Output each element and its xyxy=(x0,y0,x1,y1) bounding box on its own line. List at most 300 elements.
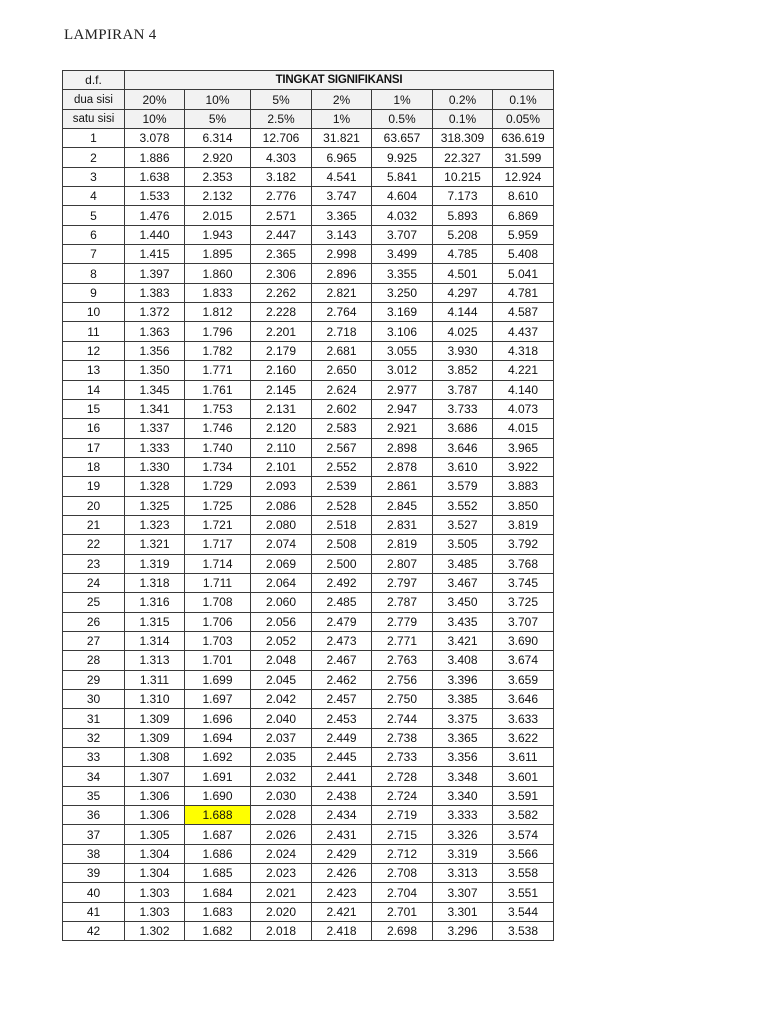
critical-value-cell: 3.143 xyxy=(312,225,372,244)
critical-value-cell: 4.501 xyxy=(433,264,493,283)
critical-value-cell: 2.845 xyxy=(372,496,433,515)
table-row xyxy=(63,438,554,457)
header-row-two-tail xyxy=(63,90,554,109)
critical-value-cell: 4.587 xyxy=(493,303,554,322)
critical-value-cell: 3.747 xyxy=(312,187,372,206)
one-tail-level: 0.1% xyxy=(433,109,493,128)
critical-value-cell: 4.025 xyxy=(433,322,493,341)
critical-value-cell: 3.169 xyxy=(372,303,433,322)
critical-value-cell: 1.796 xyxy=(185,322,251,341)
critical-value-cell: 2.426 xyxy=(312,864,372,883)
critical-value-cell: 3.745 xyxy=(493,573,554,592)
df-cell: 24 xyxy=(63,573,125,592)
critical-value-cell: 1.833 xyxy=(185,283,251,302)
one-tail-level: 0.05% xyxy=(493,109,554,128)
critical-value-cell: 1.304 xyxy=(125,844,185,863)
table-row xyxy=(63,361,554,380)
critical-value-cell: 2.719 xyxy=(372,806,433,825)
critical-value-cell: 12.924 xyxy=(493,167,554,186)
critical-value-cell: 1.734 xyxy=(185,457,251,476)
critical-value-cell: 2.060 xyxy=(251,593,312,612)
critical-value-cell: 1.310 xyxy=(125,690,185,709)
critical-value-cell: 2.445 xyxy=(312,748,372,767)
one-tail-level: 0.5% xyxy=(372,109,433,128)
critical-value-cell: 2.724 xyxy=(372,786,433,805)
critical-value-cell: 2.763 xyxy=(372,651,433,670)
critical-value-cell: 2.718 xyxy=(312,322,372,341)
critical-value-cell: 7.173 xyxy=(433,187,493,206)
critical-value-cell: 2.712 xyxy=(372,844,433,863)
critical-value-cell: 2.704 xyxy=(372,883,433,902)
df-cell: 39 xyxy=(63,864,125,883)
table-row xyxy=(63,612,554,631)
critical-value-cell: 1.303 xyxy=(125,902,185,921)
critical-value-cell: 2.101 xyxy=(251,457,312,476)
critical-value-cell: 2.453 xyxy=(312,709,372,728)
critical-value-cell: 2.365 xyxy=(251,245,312,264)
table-row xyxy=(63,322,554,341)
critical-value-cell: 12.706 xyxy=(251,129,312,148)
critical-value-cell: 2.421 xyxy=(312,902,372,921)
critical-value-cell: 1.690 xyxy=(185,786,251,805)
critical-value-cell: 1.476 xyxy=(125,206,185,225)
critical-value-cell: 3.078 xyxy=(125,129,185,148)
critical-value-cell: 2.771 xyxy=(372,631,433,650)
table-row xyxy=(63,167,554,186)
critical-value-cell: 2.728 xyxy=(372,767,433,786)
df-cell: 29 xyxy=(63,670,125,689)
significance-header: TINGKAT SIGNIFIKANSI xyxy=(125,71,554,90)
critical-value-cell: 3.356 xyxy=(433,748,493,767)
critical-value-cell: 1.397 xyxy=(125,264,185,283)
critical-value-cell: 3.012 xyxy=(372,361,433,380)
df-cell: 10 xyxy=(63,303,125,322)
critical-value-cell: 3.505 xyxy=(433,535,493,554)
critical-value-cell: 3.499 xyxy=(372,245,433,264)
critical-value-cell: 1.684 xyxy=(185,883,251,902)
table-row xyxy=(63,593,554,612)
critical-value-cell: 2.492 xyxy=(312,573,372,592)
critical-value-cell: 2.650 xyxy=(312,361,372,380)
critical-value-cell: 2.921 xyxy=(372,419,433,438)
critical-value-cell: 2.571 xyxy=(251,206,312,225)
critical-value-cell: 2.028 xyxy=(251,806,312,825)
critical-value-cell: 3.552 xyxy=(433,496,493,515)
critical-value-cell: 1.753 xyxy=(185,399,251,418)
critical-value-cell: 1.328 xyxy=(125,477,185,496)
critical-value-cell: 1.440 xyxy=(125,225,185,244)
critical-value-cell: 2.508 xyxy=(312,535,372,554)
critical-value-cell: 1.686 xyxy=(185,844,251,863)
critical-value-cell: 636.619 xyxy=(493,129,554,148)
two-tail-level: 1% xyxy=(372,90,433,109)
critical-value-cell: 1.314 xyxy=(125,631,185,650)
table-row xyxy=(63,264,554,283)
critical-value-cell: 3.435 xyxy=(433,612,493,631)
critical-value-cell: 3.538 xyxy=(493,922,554,941)
table-row xyxy=(63,457,554,476)
critical-value-cell: 3.307 xyxy=(433,883,493,902)
table-row xyxy=(63,864,554,883)
critical-value-cell: 2.733 xyxy=(372,748,433,767)
critical-value-cell: 2.032 xyxy=(251,767,312,786)
critical-value-cell: 2.449 xyxy=(312,728,372,747)
critical-value-cell: 2.030 xyxy=(251,786,312,805)
critical-value-cell: 3.566 xyxy=(493,844,554,863)
df-header: d.f. xyxy=(63,71,125,90)
critical-value-cell: 2.977 xyxy=(372,380,433,399)
critical-value-cell: 2.485 xyxy=(312,593,372,612)
critical-value-cell: 2.080 xyxy=(251,515,312,534)
critical-value-cell: 1.311 xyxy=(125,670,185,689)
df-cell: 42 xyxy=(63,922,125,941)
critical-value-cell: 1.306 xyxy=(125,806,185,825)
critical-value-cell: 3.646 xyxy=(433,438,493,457)
critical-value-cell: 1.316 xyxy=(125,593,185,612)
critical-value-cell: 1.708 xyxy=(185,593,251,612)
two-tail-level: 0.1% xyxy=(493,90,554,109)
df-cell: 41 xyxy=(63,902,125,921)
critical-value-cell: 3.850 xyxy=(493,496,554,515)
two-tail-level: 10% xyxy=(185,90,251,109)
critical-value-cell: 2.418 xyxy=(312,922,372,941)
critical-value-cell: 3.574 xyxy=(493,825,554,844)
critical-value-cell: 2.552 xyxy=(312,457,372,476)
critical-value-cell: 4.297 xyxy=(433,283,493,302)
table-row xyxy=(63,129,554,148)
critical-value-cell: 1.638 xyxy=(125,167,185,186)
critical-value-cell: 1.725 xyxy=(185,496,251,515)
critical-value-cell: 1.687 xyxy=(185,825,251,844)
critical-value-cell: 2.861 xyxy=(372,477,433,496)
table-row xyxy=(63,786,554,805)
one-tail-level: 2.5% xyxy=(251,109,312,128)
df-cell: 5 xyxy=(63,206,125,225)
critical-value-cell: 1.771 xyxy=(185,361,251,380)
two-tail-level: 0.2% xyxy=(433,90,493,109)
critical-value-cell: 3.551 xyxy=(493,883,554,902)
critical-value-cell: 5.208 xyxy=(433,225,493,244)
critical-value-cell: 5.041 xyxy=(493,264,554,283)
table-row xyxy=(63,206,554,225)
critical-value-cell: 5.893 xyxy=(433,206,493,225)
table-row xyxy=(63,225,554,244)
critical-value-cell: 1.363 xyxy=(125,322,185,341)
critical-value-cell: 2.431 xyxy=(312,825,372,844)
critical-value-cell: 2.947 xyxy=(372,399,433,418)
critical-value-cell: 2.120 xyxy=(251,419,312,438)
critical-value-cell: 1.711 xyxy=(185,573,251,592)
critical-value-cell: 3.646 xyxy=(493,690,554,709)
critical-value-cell: 1.706 xyxy=(185,612,251,631)
critical-value-cell: 1.685 xyxy=(185,864,251,883)
critical-value-cell: 2.052 xyxy=(251,631,312,650)
critical-value-cell: 1.697 xyxy=(185,690,251,709)
table-row xyxy=(63,883,554,902)
critical-value-cell: 3.582 xyxy=(493,806,554,825)
critical-value-cell: 2.896 xyxy=(312,264,372,283)
critical-value-cell: 2.807 xyxy=(372,554,433,573)
table-row xyxy=(63,651,554,670)
table-row xyxy=(63,806,554,825)
critical-value-cell: 3.421 xyxy=(433,631,493,650)
critical-value-cell: 1.341 xyxy=(125,399,185,418)
table-row xyxy=(63,902,554,921)
one-tail-label: satu sisi xyxy=(63,109,125,128)
critical-value-cell: 3.348 xyxy=(433,767,493,786)
critical-value-cell: 2.698 xyxy=(372,922,433,941)
df-cell: 20 xyxy=(63,496,125,515)
critical-value-cell: 3.611 xyxy=(493,748,554,767)
df-cell: 40 xyxy=(63,883,125,902)
critical-value-cell: 3.852 xyxy=(433,361,493,380)
table-row xyxy=(63,477,554,496)
critical-value-cell: 3.396 xyxy=(433,670,493,689)
critical-value-cell: 2.023 xyxy=(251,864,312,883)
critical-value-cell: 2.131 xyxy=(251,399,312,418)
critical-value-cell: 22.327 xyxy=(433,148,493,167)
critical-value-cell: 1.699 xyxy=(185,670,251,689)
critical-value-cell: 2.086 xyxy=(251,496,312,515)
critical-value-cell: 4.073 xyxy=(493,399,554,418)
df-cell: 11 xyxy=(63,322,125,341)
critical-value-cell: 2.045 xyxy=(251,670,312,689)
critical-value-cell: 3.601 xyxy=(493,767,554,786)
critical-value-cell: 2.602 xyxy=(312,399,372,418)
df-cell: 28 xyxy=(63,651,125,670)
df-cell: 4 xyxy=(63,187,125,206)
critical-value-cell: 31.821 xyxy=(312,129,372,148)
df-cell: 1 xyxy=(63,129,125,148)
critical-value-cell: 1.701 xyxy=(185,651,251,670)
critical-value-cell: 1.694 xyxy=(185,728,251,747)
critical-value-cell: 3.301 xyxy=(433,902,493,921)
critical-value-cell: 63.657 xyxy=(372,129,433,148)
critical-value-cell: 1.330 xyxy=(125,457,185,476)
table-row xyxy=(63,399,554,418)
critical-value-cell: 318.309 xyxy=(433,129,493,148)
critical-value-cell: 1.683 xyxy=(185,902,251,921)
critical-value-cell: 1.746 xyxy=(185,419,251,438)
critical-value-cell: 1.782 xyxy=(185,341,251,360)
critical-value-cell: 2.701 xyxy=(372,902,433,921)
critical-value-cell: 1.306 xyxy=(125,786,185,805)
df-cell: 25 xyxy=(63,593,125,612)
critical-value-cell: 2.037 xyxy=(251,728,312,747)
critical-value-cell: 2.624 xyxy=(312,380,372,399)
table-row xyxy=(63,767,554,786)
critical-value-cell: 2.093 xyxy=(251,477,312,496)
df-cell: 13 xyxy=(63,361,125,380)
critical-value-cell: 6.314 xyxy=(185,129,251,148)
critical-value-cell: 2.998 xyxy=(312,245,372,264)
critical-value-cell: 2.750 xyxy=(372,690,433,709)
df-cell: 7 xyxy=(63,245,125,264)
df-cell: 17 xyxy=(63,438,125,457)
critical-value-cell: 3.408 xyxy=(433,651,493,670)
critical-value-cell: 3.485 xyxy=(433,554,493,573)
critical-value-cell: 2.306 xyxy=(251,264,312,283)
table-row xyxy=(63,825,554,844)
critical-value-cell: 3.326 xyxy=(433,825,493,844)
critical-value-cell: 2.776 xyxy=(251,187,312,206)
df-cell: 37 xyxy=(63,825,125,844)
two-tail-label: dua sisi xyxy=(63,90,125,109)
critical-value-cell: 3.965 xyxy=(493,438,554,457)
critical-value-cell: 2.473 xyxy=(312,631,372,650)
table-row xyxy=(63,515,554,534)
critical-value-cell: 4.221 xyxy=(493,361,554,380)
critical-value-cell: 2.021 xyxy=(251,883,312,902)
critical-value-cell: 4.781 xyxy=(493,283,554,302)
page-title: LAMPIRAN 4 xyxy=(64,27,157,43)
critical-value-cell: 1.337 xyxy=(125,419,185,438)
critical-value-cell: 1.740 xyxy=(185,438,251,457)
critical-value-cell: 10.215 xyxy=(433,167,493,186)
critical-value-cell: 3.733 xyxy=(433,399,493,418)
critical-value-cell: 1.350 xyxy=(125,361,185,380)
df-cell: 27 xyxy=(63,631,125,650)
table-row xyxy=(63,380,554,399)
critical-value-cell: 3.296 xyxy=(433,922,493,941)
df-cell: 14 xyxy=(63,380,125,399)
critical-value-cell: 4.144 xyxy=(433,303,493,322)
table-row xyxy=(63,496,554,515)
critical-value-cell: 2.819 xyxy=(372,535,433,554)
critical-value-cell: 9.925 xyxy=(372,148,433,167)
critical-value-cell: 1.305 xyxy=(125,825,185,844)
table-row xyxy=(63,303,554,322)
critical-value-cell: 1.895 xyxy=(185,245,251,264)
critical-value-cell: 1.309 xyxy=(125,709,185,728)
critical-value-cell: 2.024 xyxy=(251,844,312,863)
critical-value-cell: 4.785 xyxy=(433,245,493,264)
critical-value-cell: 1.688 xyxy=(185,806,251,825)
one-tail-level: 5% xyxy=(185,109,251,128)
critical-value-cell: 4.140 xyxy=(493,380,554,399)
two-tail-level: 2% xyxy=(312,90,372,109)
critical-value-cell: 2.015 xyxy=(185,206,251,225)
critical-value-cell: 2.434 xyxy=(312,806,372,825)
critical-value-cell: 31.599 xyxy=(493,148,554,167)
critical-value-cell: 2.026 xyxy=(251,825,312,844)
critical-value-cell: 1.761 xyxy=(185,380,251,399)
df-cell: 21 xyxy=(63,515,125,534)
critical-value-cell: 2.064 xyxy=(251,573,312,592)
critical-value-cell: 2.479 xyxy=(312,612,372,631)
one-tail-level: 1% xyxy=(312,109,372,128)
table-row xyxy=(63,341,554,360)
critical-value-cell: 3.527 xyxy=(433,515,493,534)
critical-value-cell: 2.160 xyxy=(251,361,312,380)
critical-value-cell: 3.467 xyxy=(433,573,493,592)
table-body xyxy=(63,129,554,941)
critical-value-cell: 2.898 xyxy=(372,438,433,457)
df-cell: 35 xyxy=(63,786,125,805)
table-row xyxy=(63,748,554,767)
critical-value-cell: 1.415 xyxy=(125,245,185,264)
df-cell: 19 xyxy=(63,477,125,496)
critical-value-cell: 2.779 xyxy=(372,612,433,631)
df-cell: 32 xyxy=(63,728,125,747)
critical-value-cell: 2.429 xyxy=(312,844,372,863)
critical-value-cell: 2.262 xyxy=(251,283,312,302)
table-row xyxy=(63,245,554,264)
critical-value-cell: 1.309 xyxy=(125,728,185,747)
critical-value-cell: 2.787 xyxy=(372,593,433,612)
critical-value-cell: 1.714 xyxy=(185,554,251,573)
critical-value-cell: 1.318 xyxy=(125,573,185,592)
df-cell: 8 xyxy=(63,264,125,283)
critical-value-cell: 5.841 xyxy=(372,167,433,186)
critical-value-cell: 1.303 xyxy=(125,883,185,902)
critical-value-cell: 3.365 xyxy=(312,206,372,225)
critical-value-cell: 2.132 xyxy=(185,187,251,206)
critical-value-cell: 3.591 xyxy=(493,786,554,805)
critical-value-cell: 1.717 xyxy=(185,535,251,554)
critical-value-cell: 3.707 xyxy=(372,225,433,244)
critical-value-cell: 2.042 xyxy=(251,690,312,709)
critical-value-cell: 2.528 xyxy=(312,496,372,515)
df-cell: 31 xyxy=(63,709,125,728)
critical-value-cell: 1.812 xyxy=(185,303,251,322)
critical-value-cell: 2.145 xyxy=(251,380,312,399)
critical-value-cell: 2.201 xyxy=(251,322,312,341)
critical-value-cell: 2.583 xyxy=(312,419,372,438)
critical-value-cell: 3.450 xyxy=(433,593,493,612)
critical-value-cell: 1.372 xyxy=(125,303,185,322)
table-row xyxy=(63,709,554,728)
t-distribution-table xyxy=(62,70,554,941)
critical-value-cell: 1.696 xyxy=(185,709,251,728)
critical-value-cell: 1.333 xyxy=(125,438,185,457)
critical-value-cell: 3.579 xyxy=(433,477,493,496)
critical-value-cell: 1.308 xyxy=(125,748,185,767)
critical-value-cell: 2.018 xyxy=(251,922,312,941)
critical-value-cell: 3.340 xyxy=(433,786,493,805)
df-cell: 26 xyxy=(63,612,125,631)
df-cell: 22 xyxy=(63,535,125,554)
critical-value-cell: 2.020 xyxy=(251,902,312,921)
two-tail-level: 20% xyxy=(125,90,185,109)
df-cell: 12 xyxy=(63,341,125,360)
critical-value-cell: 2.831 xyxy=(372,515,433,534)
df-cell: 38 xyxy=(63,844,125,863)
critical-value-cell: 6.965 xyxy=(312,148,372,167)
critical-value-cell: 1.356 xyxy=(125,341,185,360)
critical-value-cell: 2.353 xyxy=(185,167,251,186)
critical-value-cell: 2.110 xyxy=(251,438,312,457)
critical-value-cell: 3.385 xyxy=(433,690,493,709)
critical-value-cell: 4.437 xyxy=(493,322,554,341)
critical-value-cell: 3.544 xyxy=(493,902,554,921)
critical-value-cell: 3.355 xyxy=(372,264,433,283)
critical-value-cell: 1.321 xyxy=(125,535,185,554)
critical-value-cell: 3.686 xyxy=(433,419,493,438)
df-cell: 30 xyxy=(63,690,125,709)
df-cell: 33 xyxy=(63,748,125,767)
critical-value-cell: 4.303 xyxy=(251,148,312,167)
df-cell: 34 xyxy=(63,767,125,786)
critical-value-cell: 2.069 xyxy=(251,554,312,573)
critical-value-cell: 2.715 xyxy=(372,825,433,844)
df-cell: 2 xyxy=(63,148,125,167)
critical-value-cell: 3.610 xyxy=(433,457,493,476)
one-tail-level: 10% xyxy=(125,109,185,128)
critical-value-cell: 1.307 xyxy=(125,767,185,786)
critical-value-cell: 4.032 xyxy=(372,206,433,225)
critical-value-cell: 3.787 xyxy=(433,380,493,399)
